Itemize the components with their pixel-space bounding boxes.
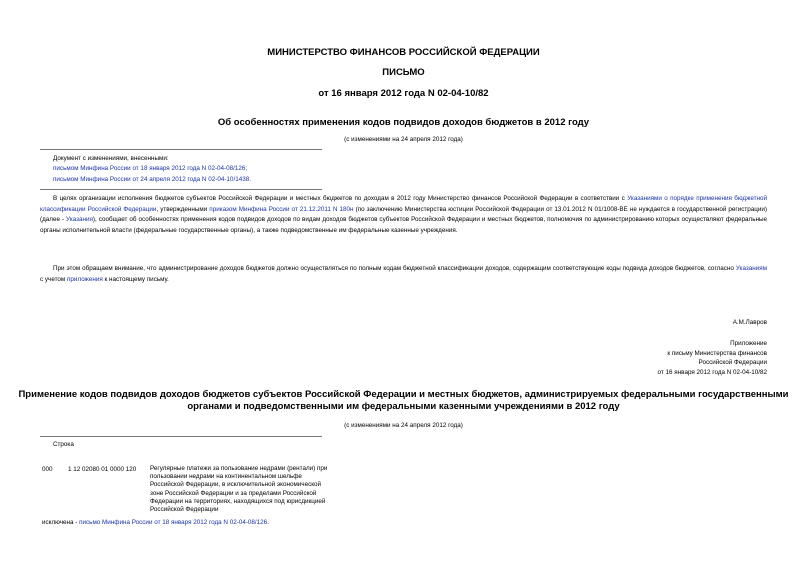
link-instructions-2[interactable]: Указаниям [735,265,767,272]
appendix-note-line-4: от 16 января 2012 года N 02-04-10/82 [657,368,767,376]
table-row-code-1: 000 [42,466,53,473]
excluded-note [42,518,269,527]
para1-text-4: ), сообщает об особенностях применения кодов подвидов доходов по видам доходов бюджетов субъектов Российской Федерации и местных бюджетов, полномочия по администрированию которых осуществляют федеральные органы исполнительной власти (федеральные государственные органы), а также подведомственные им федеральные казенные учреждения. [40,216,767,234]
link-budget-classification-instructions[interactable]: Указаниями о порядке применения бюджетной классификации Российской Федерации [40,195,767,213]
excluded-text: исключена - [42,519,80,526]
table-row-code-2: 1 12 02080 01 0000 120 [68,466,137,473]
excluded-end: . [267,519,269,526]
table-top-rule [40,436,322,437]
revision-note: (с изменениями на 24 апреля 2012 года) [344,136,463,143]
appendix-revision: (с изменениями на 24 апреля 2012 года) [344,422,463,429]
link-instructions[interactable]: Указания [66,216,93,223]
para2-text-3: к настоящему письму. [102,275,169,283]
para2-text-2: с учетом [40,275,68,283]
signature: А.М.Лавров [732,319,767,326]
changes-intro: Документ с изменениями, внесенными: [53,155,169,162]
desc-line: Российской Федерации, в исключительной экономической [150,481,322,489]
appendix-note-line-3: Российской Федерации [698,359,767,366]
appendix-title-line-1: Применение кодов подвидов доходов бюджетов субъектов Российской Федерации и местных бюджетов, администрируемых федеральными государственными [18,389,789,400]
desc-line: зоне Российской Федерации и за пределами Российской [150,489,317,497]
document-title: Об особенностях применения кодов подвидов доходов бюджетов в 2012 году [217,117,590,128]
changes-bottom-rule [40,189,322,190]
paragraph-note [40,264,767,285]
desc-line: Российской Федерации [150,506,219,514]
para1-text-2: , утвержденными [156,205,210,213]
change-link-2[interactable]: письмом Минфина России от 24 апреля 2012 года N 02-04-10/1438. [53,176,251,183]
desc-line: Федерации на территориях, находящихся под юрисдикцией [150,497,326,505]
para2-text-1: При этом обращаем внимание, что администрирование доходов бюджетов должно осуществляться по полным кодам бюджетной классификации доходов, содержащим соответствующие коды подвида доходов бюджетов, согласно [53,265,736,272]
para1-text-1: В целях организации исполнения бюджетов субъектов Российской Федерации и местных бюджетов по доходам в 2012 году Министерство финансов Российской Федерации в соответствии с [53,195,628,202]
document-date-number: от 16 января 2012 года N 02-04-10/82 [318,88,489,99]
table-header-row-label: Строка [53,441,74,448]
changes-top-rule [40,149,322,150]
desc-line: пользовании недрами на континентальном шельфе [150,473,302,481]
link-letter-02-04-08-126[interactable]: письмо Минфина России от 18 января 2012 года N 02-04-08/126 [79,519,268,526]
table-row-description [150,465,327,514]
change-link-1[interactable]: письмом Минфина России от 18 января 2012 года N 02-04-08/126; [53,165,248,172]
ministry-title: МИНИСТЕРСТВО ФИНАНСОВ РОССИЙСКОЙ ФЕДЕРАЦИИ [267,47,540,58]
appendix-title [0,389,807,413]
desc-line: Регулярные платежи за пользование недрами (рентали) при [150,465,328,472]
link-appendix[interactable]: приложения [67,275,103,283]
appendix-note-line-2: к письму Министерства финансов [667,349,767,357]
link-order-180n[interactable]: приказом Минфина России от 21.12.2011 N 180н [209,205,354,213]
appendix-title-line-2: органами и подведомственными им федеральными казенными учреждениями в 2012 году [187,401,620,412]
appendix-note-line-1: Приложение [730,340,767,347]
appendix-note [658,339,767,377]
para1-text-3: (по заключению Министерства юстиции Российской Федерации от 13.01.2012 N 01/1008-ВЕ не нуждается в государственной регистрации) (далее - [40,205,767,223]
document-type: ПИСЬМО [382,67,425,78]
paragraph-main [40,194,767,236]
